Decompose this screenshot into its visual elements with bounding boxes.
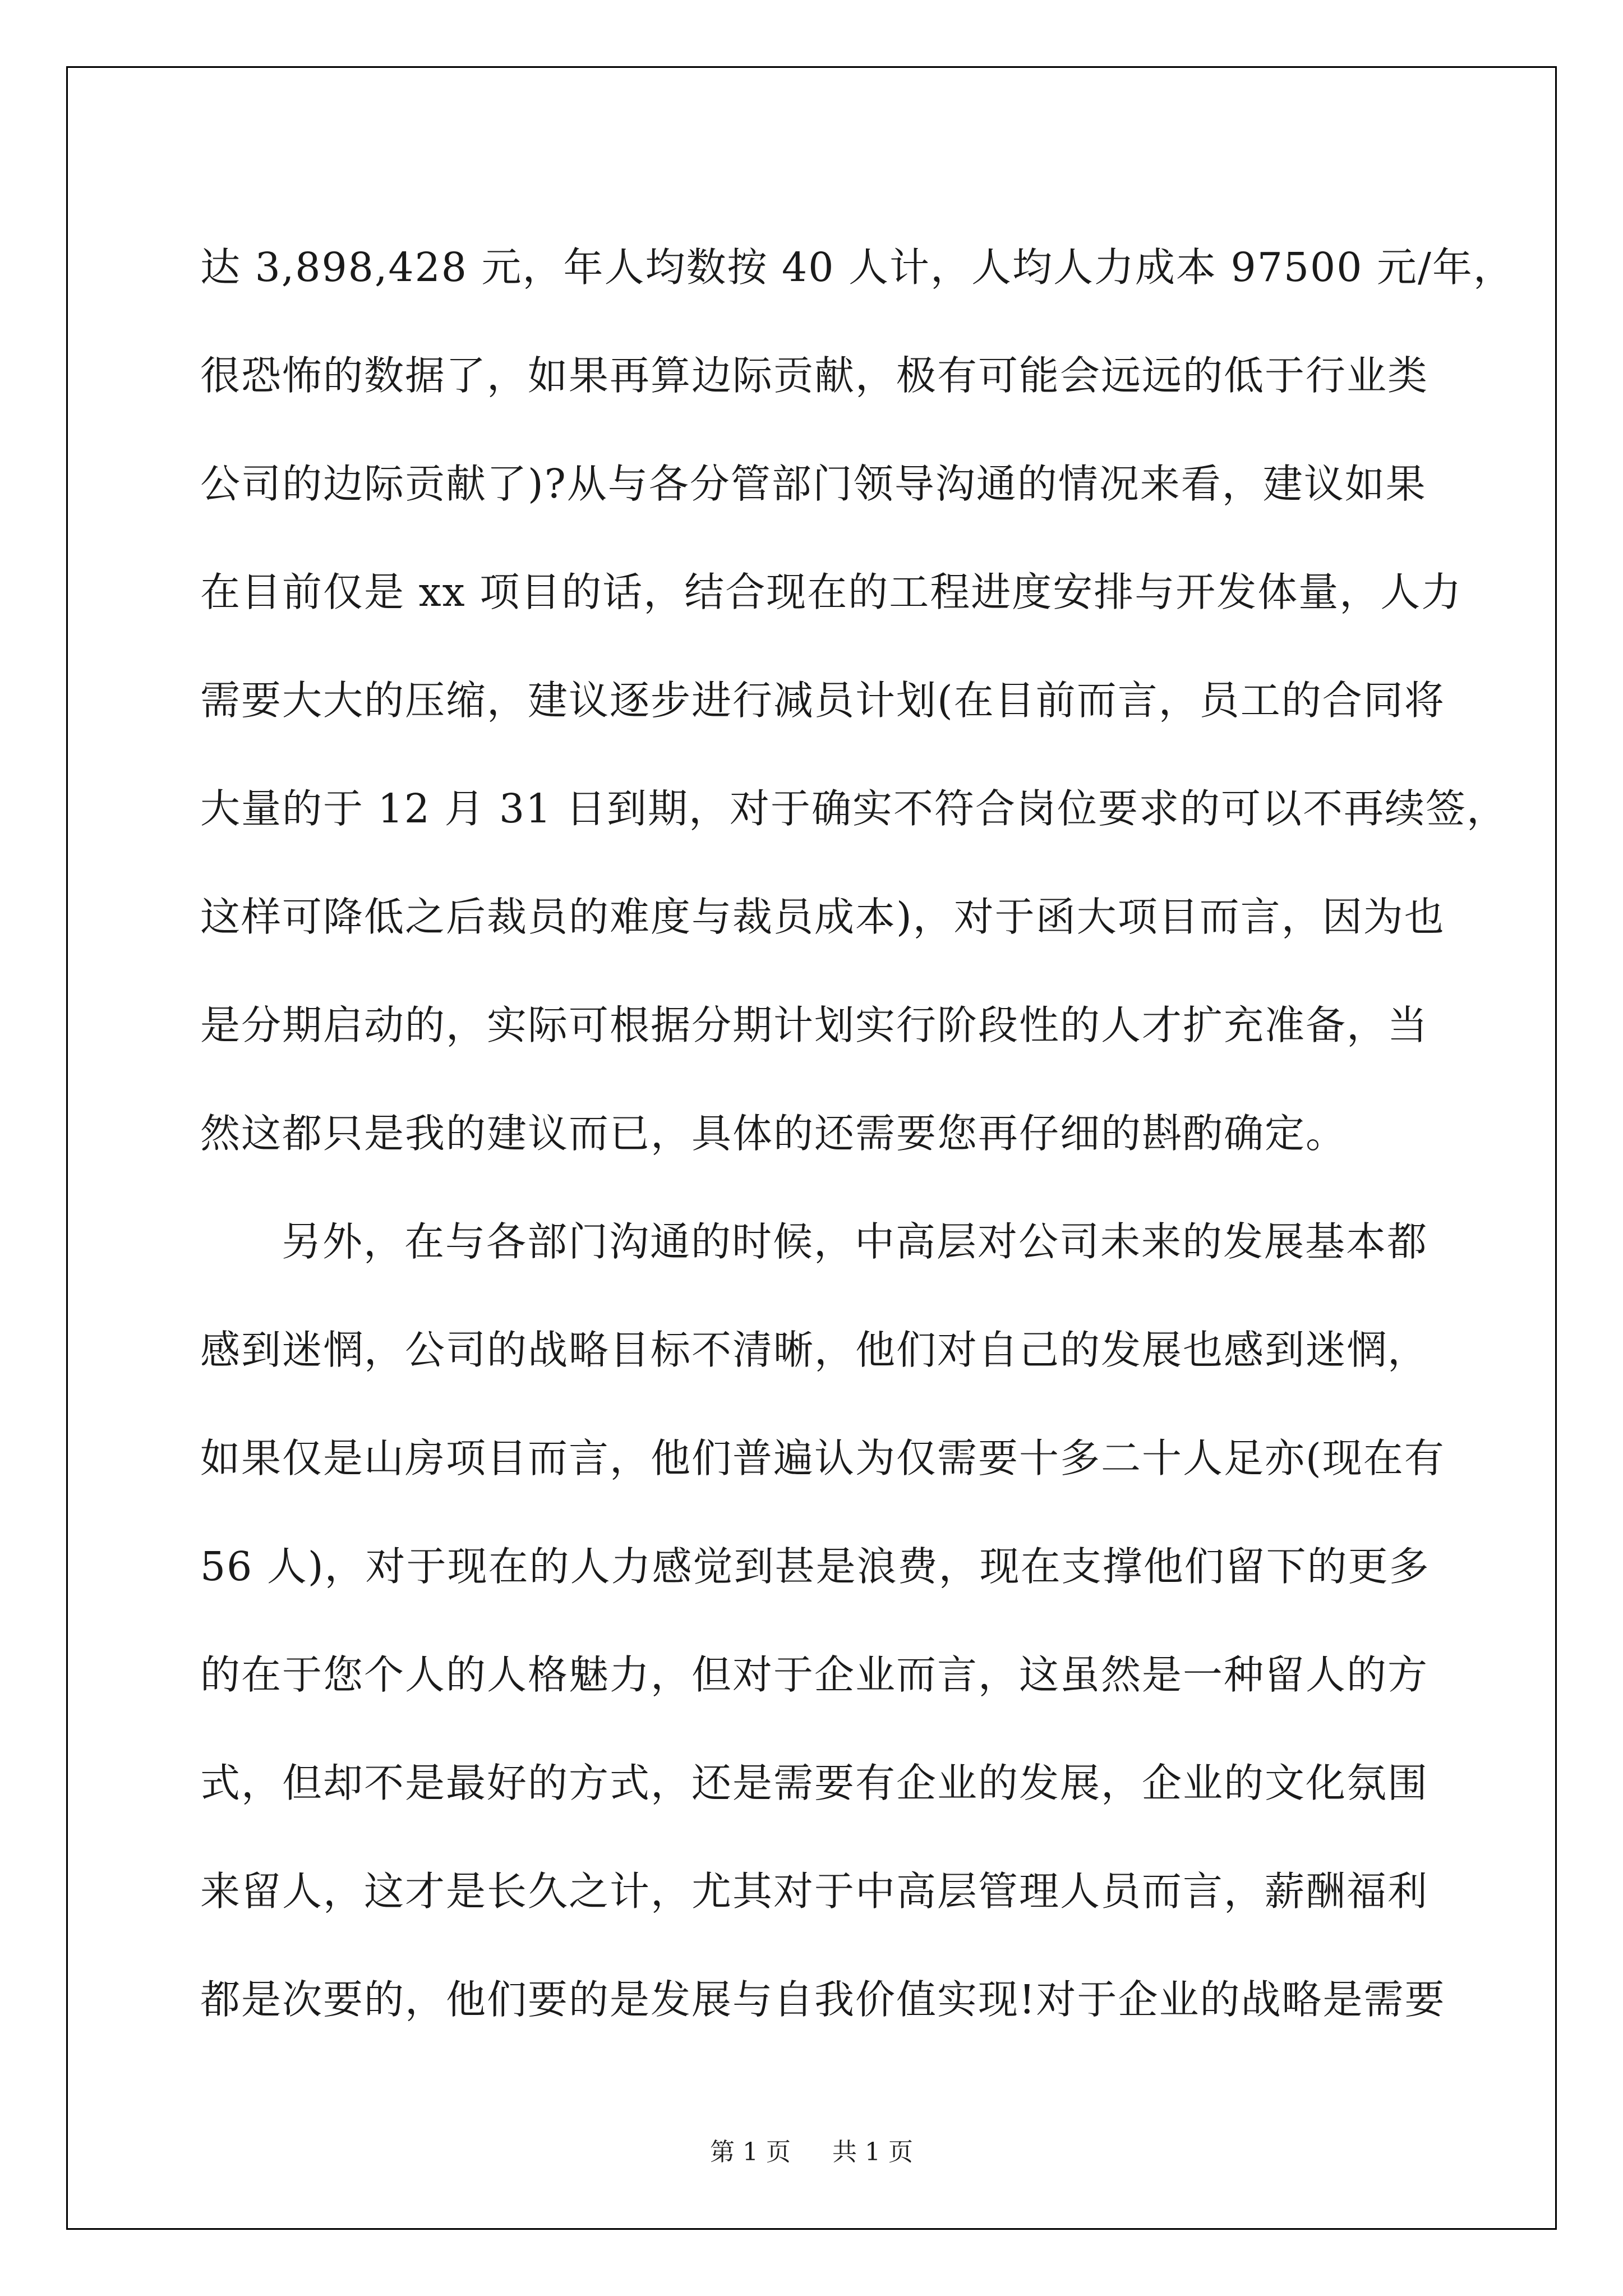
page-number: 第 1 页 <box>710 2138 791 2166</box>
paragraph-1-line-1: 达 3,898,428 元，年人均数按 40 人计，人均人力成本 97500 元/年， <box>200 244 1514 291</box>
paragraph-2-line-7: 来留人，这才是长久之计，尤其对于中高层管理人员而言，薪酬福利 <box>200 1868 1429 1915</box>
paragraph-2-line-8: 都是次要的，他们要的是发展与自我价值实现!对于企业的战略是需要 <box>200 1976 1446 2023</box>
paragraph-2-line-1: 另外，在与各部门沟通的时候，中高层对公司未来的发展基本都 <box>282 1218 1428 1265</box>
paragraph-2-line-2: 感到迷惘，公司的战略目标不清晰，他们对自己的发展也感到迷惘， <box>200 1327 1429 1373</box>
paragraph-2-line-5: 的在于您个人的人格魅力，但对于企业而言，这虽然是一种留人的方 <box>200 1651 1429 1698</box>
page-footer <box>0 2132 1623 2168</box>
paragraph-1-line-6: 大量的于 12 月 31 日到期，对于确实不符合岗位要求的可以不再续签， <box>200 785 1507 832</box>
paragraph-1-line-5: 需要大大的压缩，建议逐步进行减员计划(在目前而言，员工的合同将 <box>200 677 1445 724</box>
paragraph-1-line-3: 公司的边际贡献了)?从与各分管部门领导沟通的情况来看，建议如果 <box>200 461 1427 507</box>
total-pages: 共 1 页 <box>832 2138 913 2166</box>
paragraph-1-line-4: 在目前仅是 xx 项目的话，结合现在的工程进度安排与开发体量，人力 <box>200 569 1463 615</box>
document-body <box>200 213 1514 2054</box>
paragraph-1-line-7: 这样可降低之后裁员的难度与裁员成本)，对于函大项目而言，因为也 <box>200 894 1445 940</box>
paragraph-1-line-9: 然这都只是我的建议而已，具体的还需要您再仔细的斟酌确定。 <box>200 1110 1347 1157</box>
paragraph-1-line-8: 是分期启动的，实际可根据分期计划实行阶段性的人才扩充准备，当 <box>200 1002 1429 1048</box>
paragraph-2-line-4: 56 人)，对于现在的人力感觉到甚是浪费，现在支撑他们留下的更多 <box>200 1543 1430 1590</box>
paragraph-1-line-2: 很恐怖的数据了，如果再算边际贡献，极有可能会远远的低于行业类 <box>200 352 1429 399</box>
paragraph-2-line-6: 式，但却不是最好的方式，还是需要有企业的发展，企业的文化氛围 <box>200 1760 1429 1806</box>
paragraph-2-line-3: 如果仅是山房项目而言，他们普遍认为仅需要十多二十人足亦(现在有 <box>200 1435 1445 1481</box>
